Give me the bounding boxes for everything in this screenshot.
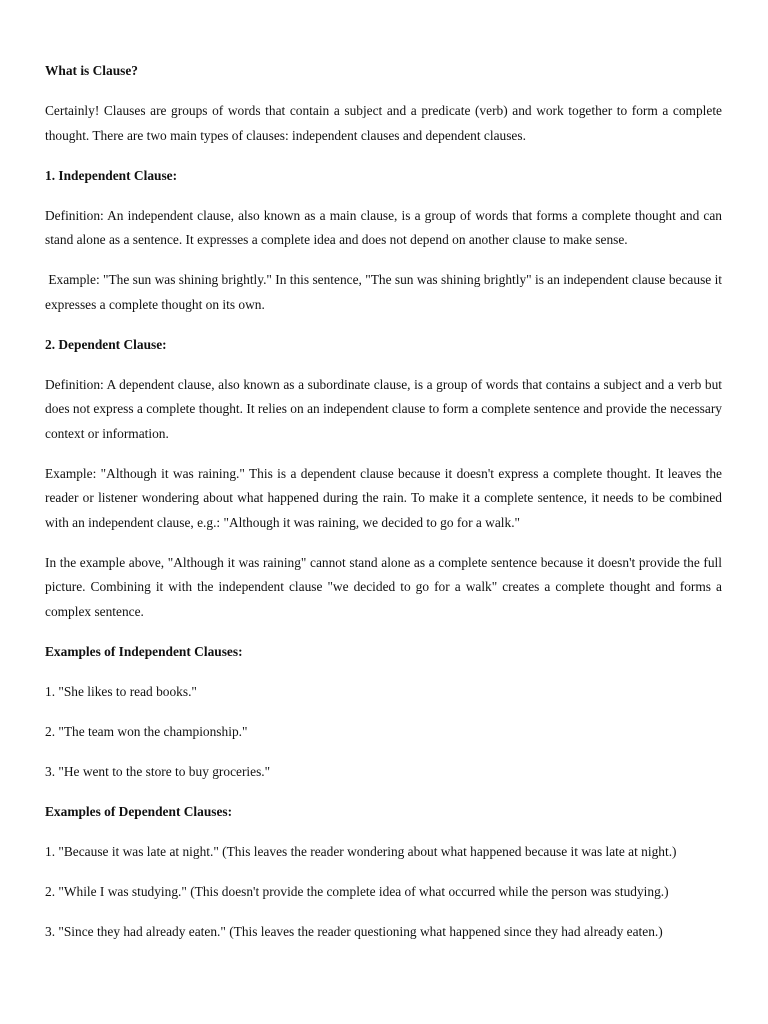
independent-example-item: 2. "The team won the championship." xyxy=(45,723,248,739)
dependent-example-item: 2. "While I was studying." (This doesn't provide the complete idea of what occurred while the person was studying.) xyxy=(45,883,669,899)
document-page xyxy=(45,59,722,960)
dependent-example-item: 1. "Because it was late at night." (This leaves the reader wondering about what happened because it was late at night.) xyxy=(45,843,677,859)
dependent-example-item: 3. "Since they had already eaten." (This leaves the reader questioning what happened since they had already eaten.) xyxy=(45,923,663,939)
independent-clause-definition: Definition: An independent clause, also known as a main clause, is a group of words that forms a complete thought and can stand alone as a sentence. It expresses a complete idea and does not depend on another clause to make sense. xyxy=(45,207,722,247)
independent-examples-heading: Examples of Independent Clauses: xyxy=(45,643,243,659)
independent-example-item: 1. "She likes to read books." xyxy=(45,683,197,699)
dependent-clause-heading: 2. Dependent Clause: xyxy=(45,336,167,352)
dependent-clause-explanation: In the example above, "Although it was raining" cannot stand alone as a complete sentence because it doesn't provide the full picture. Combining it with the independent clause "we decided to go for a walk" creates a complete thought and forms a complex sentence. xyxy=(45,554,722,619)
document-title: What is Clause? xyxy=(45,63,139,78)
dependent-examples-heading: Examples of Dependent Clauses: xyxy=(45,803,233,819)
dependent-clause-example: Example: "Although it was raining." This is a dependent clause because it doesn't express a complete thought. It leaves the reader or listener wondering about what happened during the rain. To make it a complete sentence, it needs to be combined with an independent clause, e.g.: "Although it was raining, we decided to go for a walk." xyxy=(45,465,722,530)
dependent-clause-definition: Definition: A dependent clause, also known as a subordinate clause, is a group of words that contains a subject and a verb but does not express a complete thought. It relies on an independent clause to form a complete sentence and provide the necessary context or information. xyxy=(45,376,722,441)
independent-clause-example-text: Example: "The sun was shining brightly." In this sentence, "The sun was shining brightly" is an independent clause because it expresses a complete thought on its own. xyxy=(45,272,723,312)
intro-paragraph: Certainly! Clauses are groups of words that contain a subject and a predicate (verb) and work together to form a complete thought. There are two main types of clauses: independent clauses and dependent clauses. xyxy=(45,103,722,143)
independent-clause-example xyxy=(45,268,722,317)
independent-clause-heading: 1. Independent Clause: xyxy=(45,167,178,183)
independent-example-item: 3. "He went to the store to buy groceries." xyxy=(45,763,271,779)
